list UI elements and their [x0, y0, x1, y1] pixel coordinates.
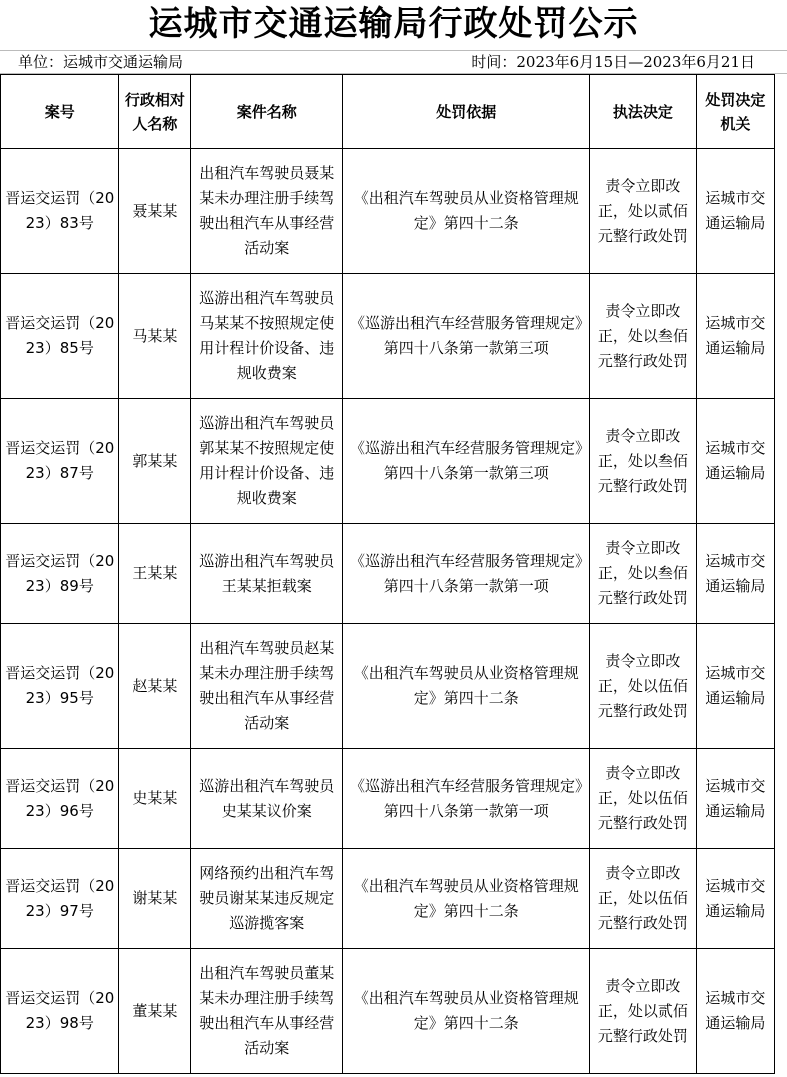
cell-party: 谢某某: [119, 849, 191, 949]
table-row: [1, 849, 775, 949]
cell-basis: 《巡游出租汽车经营服务管理规定》第四十八条第一款第三项: [343, 274, 590, 399]
table-row: [1, 524, 775, 624]
cell-party: 郭某某: [119, 399, 191, 524]
table-row: [1, 149, 775, 274]
cell-party: 董某某: [119, 949, 191, 1074]
cell-basis: 《出租汽车驾驶员从业资格管理规定》第四十二条: [343, 149, 590, 274]
cell-basis: 《巡游出租汽车经营服务管理规定》第四十八条第一款第三项: [343, 399, 590, 524]
header-party: 行政相对人名称: [119, 75, 191, 149]
page-title: 运城市交通运输局行政处罚公示: [148, 4, 639, 44]
cell-authority: 运城市交通运输局: [696, 524, 774, 624]
cell-case-no: 晋运交运罚（2023）95号: [1, 624, 119, 749]
cell-basis: 《巡游出租汽车经营服务管理规定》第四十八条第一款第一项: [343, 749, 590, 849]
cell-case-no: 晋运交运罚（2023）85号: [1, 274, 119, 399]
cell-authority: 运城市交通运输局: [696, 149, 774, 274]
cell-case-no: 晋运交运罚（2023）96号: [1, 749, 119, 849]
cell-decision: 责令立即改正，处以叁佰元整行政处罚: [590, 524, 697, 624]
table-row: [1, 949, 775, 1074]
header-case-name: 案件名称: [191, 75, 343, 149]
cell-decision: 责令立即改正，处以贰佰元整行政处罚: [590, 149, 697, 274]
cell-case-no: 晋运交运罚（2023）98号: [1, 949, 119, 1074]
cell-case-name: 出租汽车驾驶员董某某未办理注册手续驾驶出租汽车从事经营活动案: [191, 949, 343, 1074]
cell-authority: 运城市交通运输局: [696, 399, 774, 524]
table-row: [1, 399, 775, 524]
header-decision: 执法决定: [590, 75, 697, 149]
cell-authority: 运城市交通运输局: [696, 949, 774, 1074]
cell-case-no: 晋运交运罚（2023）97号: [1, 849, 119, 949]
cell-authority: 运城市交通运输局: [696, 749, 774, 849]
cell-case-name: 巡游出租汽车驾驶员王某某拒载案: [191, 524, 343, 624]
cell-case-name: 出租汽车驾驶员聂某某未办理注册手续驾驶出租汽车从事经营活动案: [191, 149, 343, 274]
header-authority: 处罚决定机关: [696, 75, 774, 149]
cell-case-no: 晋运交运罚（2023）89号: [1, 524, 119, 624]
cell-authority: 运城市交通运输局: [696, 624, 774, 749]
meta-bar: [0, 50, 787, 74]
cell-party: 马某某: [119, 274, 191, 399]
cell-authority: 运城市交通运输局: [696, 849, 774, 949]
table-row: [1, 274, 775, 399]
header-basis: 处罚依据: [343, 75, 590, 149]
cell-case-name: 巡游出租汽车驾驶员马某某不按照规定使用计程计价设备、违规收费案: [191, 274, 343, 399]
cell-case-name: 巡游出租汽车驾驶员史某某议价案: [191, 749, 343, 849]
penalty-table: [0, 74, 775, 1074]
cell-case-no: 晋运交运罚（2023）87号: [1, 399, 119, 524]
cell-party: 王某某: [119, 524, 191, 624]
cell-decision: 责令立即改正，处以伍佰元整行政处罚: [590, 749, 697, 849]
cell-case-name: 巡游出租汽车驾驶员郭某某不按照规定使用计程计价设备、违规收费案: [191, 399, 343, 524]
cell-authority: 运城市交通运输局: [696, 274, 774, 399]
unit-label: 单位：运城市交通运输局: [18, 53, 184, 71]
table-header-row: [1, 75, 775, 149]
cell-basis: 《出租汽车驾驶员从业资格管理规定》第四十二条: [343, 849, 590, 949]
cell-decision: 责令立即改正，处以叁佰元整行政处罚: [590, 399, 697, 524]
cell-case-no: 晋运交运罚（2023）83号: [1, 149, 119, 274]
cell-party: 史某某: [119, 749, 191, 849]
cell-case-name: 出租汽车驾驶员赵某某未办理注册手续驾驶出租汽车从事经营活动案: [191, 624, 343, 749]
cell-decision: 责令立即改正，处以伍佰元整行政处罚: [590, 624, 697, 749]
cell-basis: 《出租汽车驾驶员从业资格管理规定》第四十二条: [343, 624, 590, 749]
cell-basis: 《巡游出租汽车经营服务管理规定》第四十八条第一款第一项: [343, 524, 590, 624]
cell-decision: 责令立即改正，处以贰佰元整行政处罚: [590, 949, 697, 1074]
table-row: [1, 749, 775, 849]
cell-party: 赵某某: [119, 624, 191, 749]
time-range-label: 时间：2023年6月15日—2023年6月21日: [471, 53, 755, 71]
cell-case-name: 网络预约出租汽车驾驶员谢某某违反规定巡游揽客案: [191, 849, 343, 949]
cell-decision: 责令立即改正，处以叁佰元整行政处罚: [590, 274, 697, 399]
cell-party: 聂某某: [119, 149, 191, 274]
header-case-no: 案号: [1, 75, 119, 149]
cell-basis: 《出租汽车驾驶员从业资格管理规定》第四十二条: [343, 949, 590, 1074]
cell-decision: 责令立即改正，处以伍佰元整行政处罚: [590, 849, 697, 949]
table-row: [1, 624, 775, 749]
